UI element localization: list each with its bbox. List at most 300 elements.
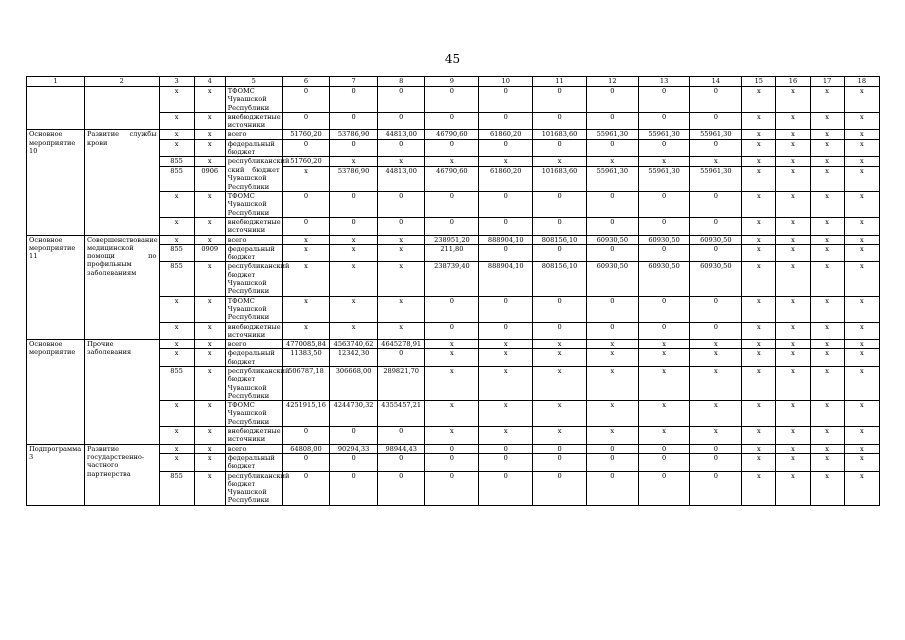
data-cell: 0 xyxy=(479,322,533,340)
data-cell: 0 xyxy=(479,296,533,322)
data-cell: 0 xyxy=(533,244,587,262)
data-cell: x xyxy=(776,401,810,427)
data-cell: 0 xyxy=(586,112,638,130)
data-cell: x xyxy=(377,322,425,340)
data-cell: x xyxy=(159,139,194,157)
data-cell: x xyxy=(330,244,378,262)
data-cell: x xyxy=(194,322,225,340)
data-cell: x xyxy=(844,322,879,340)
data-cell: 0 xyxy=(377,427,425,445)
budget-table xyxy=(26,76,880,506)
data-cell: x xyxy=(330,235,378,244)
data-cell: 0 xyxy=(586,296,638,322)
column-header: 1 xyxy=(27,77,85,87)
data-cell: 0 xyxy=(586,453,638,471)
data-cell: x xyxy=(844,157,879,166)
data-cell: x xyxy=(586,401,638,427)
data-cell: 0 xyxy=(425,296,479,322)
data-cell: x xyxy=(776,367,810,401)
table-row xyxy=(27,340,880,349)
data-cell: x xyxy=(479,367,533,401)
data-cell: x xyxy=(194,130,225,139)
data-cell: 0 xyxy=(425,322,479,340)
data-cell: 98944,43 xyxy=(377,444,425,453)
funding-source-cell: федеральный бюджет xyxy=(225,139,282,157)
data-cell: x xyxy=(638,157,690,166)
data-cell: 0 xyxy=(479,217,533,235)
data-cell: x xyxy=(844,444,879,453)
data-cell: 0 xyxy=(638,444,690,453)
data-cell: x xyxy=(810,367,844,401)
data-cell: x xyxy=(690,349,742,367)
program-title-cell: Развитие службы крови xyxy=(84,130,159,235)
data-cell: x xyxy=(377,262,425,296)
data-cell: 60930,50 xyxy=(690,262,742,296)
data-cell: 101683,60 xyxy=(533,130,587,139)
data-cell: x xyxy=(690,367,742,401)
data-cell: x xyxy=(533,157,587,166)
data-cell: x xyxy=(810,87,844,113)
funding-source-cell: республиканский бюджет Чувашской Республики xyxy=(225,262,282,296)
data-cell: x xyxy=(844,349,879,367)
table-row xyxy=(27,444,880,453)
data-cell: 0 xyxy=(533,192,587,218)
data-cell: x xyxy=(844,401,879,427)
data-cell: x xyxy=(159,444,194,453)
data-cell: x xyxy=(844,112,879,130)
data-cell: x xyxy=(810,166,844,191)
column-header: 9 xyxy=(425,77,479,87)
data-cell: 0 xyxy=(377,139,425,157)
data-cell: 0 xyxy=(377,471,425,505)
data-cell: 0 xyxy=(282,112,330,130)
data-cell: x xyxy=(810,296,844,322)
funding-source-cell: всего xyxy=(225,340,282,349)
data-cell: x xyxy=(810,453,844,471)
program-name-cell: Основное мероприятие xyxy=(27,340,85,445)
data-cell: 211,80 xyxy=(425,244,479,262)
data-cell: x xyxy=(194,87,225,113)
program-title-cell: Совершенствование медицинской помощи по профильным заболеваниям xyxy=(84,235,159,340)
data-cell: x xyxy=(742,130,776,139)
data-cell: 60930,50 xyxy=(638,235,690,244)
data-cell: x xyxy=(479,157,533,166)
data-cell: 0 xyxy=(586,139,638,157)
data-cell: 46790,60 xyxy=(425,166,479,191)
data-cell: x xyxy=(479,427,533,445)
data-cell: 0 xyxy=(586,244,638,262)
funding-source-cell: всего xyxy=(225,235,282,244)
data-cell: x xyxy=(742,349,776,367)
data-cell: 0 xyxy=(533,322,587,340)
data-cell: 0 xyxy=(330,87,378,113)
data-cell: x xyxy=(810,235,844,244)
data-cell: 0 xyxy=(330,471,378,505)
data-cell: x xyxy=(844,192,879,218)
funding-source-cell: республиканский бюджет Чувашской Республики xyxy=(225,367,282,401)
program-name-cell: Основное мероприятие 11 xyxy=(27,235,85,340)
funding-source-cell: внебюджетные источники xyxy=(225,427,282,445)
data-cell: x xyxy=(810,349,844,367)
data-cell: x xyxy=(638,427,690,445)
data-cell: 0 xyxy=(377,87,425,113)
data-cell: x xyxy=(159,130,194,139)
data-cell: x xyxy=(194,112,225,130)
data-cell: x xyxy=(330,157,378,166)
data-cell: 0 xyxy=(533,112,587,130)
header-row xyxy=(27,77,880,87)
data-cell: 0 xyxy=(690,444,742,453)
data-cell: 90294,33 xyxy=(330,444,378,453)
data-cell: 0 xyxy=(377,112,425,130)
data-cell: 61860,20 xyxy=(479,166,533,191)
data-cell: x xyxy=(194,427,225,445)
data-cell: x xyxy=(742,192,776,218)
data-cell: x xyxy=(844,262,879,296)
data-cell: x xyxy=(425,401,479,427)
data-cell: x xyxy=(844,244,879,262)
data-cell: 808156,10 xyxy=(533,235,587,244)
data-cell: x xyxy=(742,427,776,445)
data-cell: x xyxy=(586,349,638,367)
data-cell: 0 xyxy=(425,192,479,218)
data-cell: x xyxy=(330,296,378,322)
data-cell: 0 xyxy=(377,192,425,218)
data-cell: x xyxy=(479,340,533,349)
data-cell: x xyxy=(742,87,776,113)
data-cell: 0 xyxy=(690,453,742,471)
column-header: 12 xyxy=(586,77,638,87)
data-cell: x xyxy=(194,192,225,218)
data-cell: 855 xyxy=(159,166,194,191)
data-cell: 0 xyxy=(586,192,638,218)
data-cell: x xyxy=(586,340,638,349)
data-cell: x xyxy=(479,401,533,427)
data-cell: x xyxy=(742,453,776,471)
data-cell: x xyxy=(377,235,425,244)
data-cell: x xyxy=(776,322,810,340)
data-cell: x xyxy=(194,157,225,166)
column-header: 10 xyxy=(479,77,533,87)
data-cell: x xyxy=(425,427,479,445)
data-cell: x xyxy=(810,401,844,427)
data-cell: x xyxy=(844,217,879,235)
data-cell: x xyxy=(776,262,810,296)
table-row xyxy=(27,130,880,139)
data-cell: x xyxy=(194,367,225,401)
column-header: 15 xyxy=(742,77,776,87)
data-cell: 11383,50 xyxy=(282,349,330,367)
data-cell: x xyxy=(776,139,810,157)
data-cell: x xyxy=(586,367,638,401)
data-cell: x xyxy=(533,349,587,367)
data-cell: x xyxy=(810,340,844,349)
data-cell: x xyxy=(776,217,810,235)
data-cell: 0 xyxy=(638,112,690,130)
data-cell: x xyxy=(425,340,479,349)
data-cell: 855 xyxy=(159,367,194,401)
data-cell: 0 xyxy=(282,192,330,218)
data-cell: 0 xyxy=(690,112,742,130)
data-cell: x xyxy=(282,235,330,244)
data-cell: 4355457,21 xyxy=(377,401,425,427)
data-cell: 0 xyxy=(479,192,533,218)
data-cell: 0 xyxy=(330,139,378,157)
data-cell: 0 xyxy=(533,217,587,235)
data-cell: 4770085,84 xyxy=(282,340,330,349)
data-cell: 0909 xyxy=(194,244,225,262)
data-cell: 808156,10 xyxy=(533,262,587,296)
data-cell: 855 xyxy=(159,471,194,505)
data-cell: x xyxy=(810,444,844,453)
data-cell: x xyxy=(479,349,533,367)
data-cell: x xyxy=(742,262,776,296)
data-cell: x xyxy=(742,112,776,130)
data-cell: x xyxy=(194,296,225,322)
data-cell: x xyxy=(330,322,378,340)
data-cell: x xyxy=(282,322,330,340)
column-header: 8 xyxy=(377,77,425,87)
data-cell: x xyxy=(776,130,810,139)
data-cell: x xyxy=(425,157,479,166)
data-cell: 51760,20 xyxy=(282,130,330,139)
data-cell: 0 xyxy=(690,322,742,340)
data-cell: 0 xyxy=(330,217,378,235)
data-cell: 289821,70 xyxy=(377,367,425,401)
data-cell: 306668,00 xyxy=(330,367,378,401)
data-cell: 60930,50 xyxy=(586,262,638,296)
data-cell: x xyxy=(776,444,810,453)
data-cell: 0 xyxy=(586,444,638,453)
data-cell: 55961,30 xyxy=(638,166,690,191)
data-cell: x xyxy=(533,401,587,427)
column-header: 16 xyxy=(776,77,810,87)
data-cell: x xyxy=(690,401,742,427)
data-cell: x xyxy=(742,322,776,340)
data-cell: 0 xyxy=(330,112,378,130)
data-cell: 0 xyxy=(282,427,330,445)
data-cell: 60930,50 xyxy=(586,235,638,244)
data-cell: 888904,10 xyxy=(479,235,533,244)
data-cell: x xyxy=(159,87,194,113)
data-cell: x xyxy=(742,244,776,262)
data-cell: 55961,30 xyxy=(690,130,742,139)
program-title-cell: Развитие государственно-частного партнерства xyxy=(84,444,159,505)
data-cell: 53786,90 xyxy=(330,166,378,191)
data-cell: 0 xyxy=(282,471,330,505)
column-header: 6 xyxy=(282,77,330,87)
data-cell: x xyxy=(742,367,776,401)
data-cell: x xyxy=(776,112,810,130)
data-cell: x xyxy=(282,296,330,322)
funding-source-cell: внебюджетные источники xyxy=(225,112,282,130)
column-header: 11 xyxy=(533,77,587,87)
data-cell: x xyxy=(533,340,587,349)
data-cell: 60930,50 xyxy=(690,235,742,244)
data-cell: x xyxy=(377,157,425,166)
data-cell: x xyxy=(586,427,638,445)
data-cell: 55961,30 xyxy=(586,166,638,191)
data-cell: 0 xyxy=(638,244,690,262)
data-cell: x xyxy=(776,471,810,505)
data-cell: 0 xyxy=(425,471,479,505)
funding-source-cell: федеральный бюджет xyxy=(225,453,282,471)
data-cell: x xyxy=(159,322,194,340)
funding-source-cell: ТФОМС Чувашской Республики xyxy=(225,296,282,322)
data-cell: 0 xyxy=(425,87,479,113)
page-number: 45 xyxy=(444,52,461,66)
data-cell: x xyxy=(742,157,776,166)
data-cell: x xyxy=(776,453,810,471)
data-cell: 0 xyxy=(282,217,330,235)
data-cell: 0 xyxy=(479,87,533,113)
column-header: 7 xyxy=(330,77,378,87)
data-cell: 55961,30 xyxy=(586,130,638,139)
data-cell: x xyxy=(844,166,879,191)
column-header: 14 xyxy=(690,77,742,87)
data-cell: 0 xyxy=(479,244,533,262)
data-cell: x xyxy=(776,192,810,218)
data-cell: x xyxy=(776,235,810,244)
data-cell: x xyxy=(377,296,425,322)
column-header: 13 xyxy=(638,77,690,87)
data-cell: 4645278,91 xyxy=(377,340,425,349)
data-cell: x xyxy=(742,401,776,427)
data-cell: 0 xyxy=(425,112,479,130)
data-cell: 0 xyxy=(282,453,330,471)
data-cell: 64808,00 xyxy=(282,444,330,453)
data-cell: x xyxy=(776,296,810,322)
data-cell: 4563740,62 xyxy=(330,340,378,349)
data-cell: x xyxy=(810,427,844,445)
data-cell: 0 xyxy=(638,322,690,340)
column-header: 18 xyxy=(844,77,879,87)
data-cell: 0 xyxy=(425,217,479,235)
data-cell: x xyxy=(159,349,194,367)
data-cell: x xyxy=(844,340,879,349)
data-cell: 0 xyxy=(638,139,690,157)
data-cell: x xyxy=(844,235,879,244)
data-cell: 0 xyxy=(479,453,533,471)
data-cell: 0 xyxy=(282,87,330,113)
funding-source-cell: федеральный бюджет xyxy=(225,349,282,367)
data-cell: 44813,00 xyxy=(377,166,425,191)
program-name-cell: Подпрограмма 3 xyxy=(27,444,85,505)
table-row xyxy=(27,235,880,244)
data-cell: 0 xyxy=(690,244,742,262)
data-cell: 55961,30 xyxy=(690,166,742,191)
data-cell: x xyxy=(159,401,194,427)
data-cell: x xyxy=(844,453,879,471)
data-cell: x xyxy=(159,296,194,322)
funding-source-cell: ТФОМС Чувашской Республики xyxy=(225,192,282,218)
data-cell: 0 xyxy=(638,87,690,113)
funding-source-cell: внебюджетные источники xyxy=(225,217,282,235)
data-cell: x xyxy=(690,157,742,166)
data-cell: x xyxy=(810,112,844,130)
data-cell: 0 xyxy=(638,453,690,471)
data-cell: x xyxy=(690,427,742,445)
data-cell: x xyxy=(810,130,844,139)
data-cell: 4251915,16 xyxy=(282,401,330,427)
data-cell: 0 xyxy=(690,139,742,157)
data-cell: x xyxy=(810,217,844,235)
data-cell: 855 xyxy=(159,262,194,296)
data-cell: 0 xyxy=(425,139,479,157)
data-cell: 55961,30 xyxy=(638,130,690,139)
column-header: 2 xyxy=(84,77,159,87)
data-cell: 0 xyxy=(586,471,638,505)
data-cell: x xyxy=(810,471,844,505)
data-cell: x xyxy=(638,401,690,427)
funding-source-cell: федеральный бюджет xyxy=(225,244,282,262)
data-cell: 61860,20 xyxy=(479,130,533,139)
data-cell: x xyxy=(742,340,776,349)
data-cell: 0 xyxy=(533,139,587,157)
data-cell: x xyxy=(533,427,587,445)
data-cell: 51760,20 xyxy=(282,157,330,166)
data-cell: x xyxy=(638,349,690,367)
data-cell: 0 xyxy=(425,444,479,453)
column-header: 4 xyxy=(194,77,225,87)
funding-source-cell: ТФОМС Чувашской Республики xyxy=(225,401,282,427)
data-cell: x xyxy=(282,166,330,191)
data-cell: 506787,18 xyxy=(282,367,330,401)
data-cell: 53786,90 xyxy=(330,130,378,139)
data-cell: x xyxy=(844,139,879,157)
data-cell: 0 xyxy=(533,296,587,322)
data-cell: 44813,00 xyxy=(377,130,425,139)
data-cell: x xyxy=(194,471,225,505)
column-header: 5 xyxy=(225,77,282,87)
data-cell: x xyxy=(638,340,690,349)
data-cell: 0 xyxy=(533,471,587,505)
data-cell: x xyxy=(159,453,194,471)
data-cell: x xyxy=(425,367,479,401)
column-header: 3 xyxy=(159,77,194,87)
data-cell: 0 xyxy=(330,427,378,445)
funding-source-cell: республиканский xyxy=(225,157,282,166)
data-cell: 238951,20 xyxy=(425,235,479,244)
program-name-cell: Основное мероприятие 10 xyxy=(27,130,85,235)
data-cell: 0 xyxy=(533,444,587,453)
table-row xyxy=(27,87,880,113)
data-cell: x xyxy=(844,296,879,322)
data-cell: x xyxy=(282,262,330,296)
data-cell: 0 xyxy=(638,471,690,505)
data-cell: 4244730,32 xyxy=(330,401,378,427)
data-cell: 855 xyxy=(159,157,194,166)
data-cell: 0 xyxy=(533,87,587,113)
funding-source-cell: ский бюджет Чувашской Республики xyxy=(225,166,282,191)
data-cell: x xyxy=(844,87,879,113)
data-cell: x xyxy=(159,192,194,218)
data-cell: x xyxy=(742,296,776,322)
data-cell: x xyxy=(810,139,844,157)
data-cell: x xyxy=(194,453,225,471)
data-cell: x xyxy=(844,367,879,401)
data-cell: 0 xyxy=(282,139,330,157)
data-cell: 238739,40 xyxy=(425,262,479,296)
funding-source-cell: всего xyxy=(225,444,282,453)
data-cell: x xyxy=(586,157,638,166)
data-cell: x xyxy=(194,139,225,157)
data-cell: x xyxy=(776,87,810,113)
data-cell: 0 xyxy=(690,87,742,113)
data-cell: x xyxy=(194,401,225,427)
data-cell: x xyxy=(377,244,425,262)
data-cell: x xyxy=(533,367,587,401)
